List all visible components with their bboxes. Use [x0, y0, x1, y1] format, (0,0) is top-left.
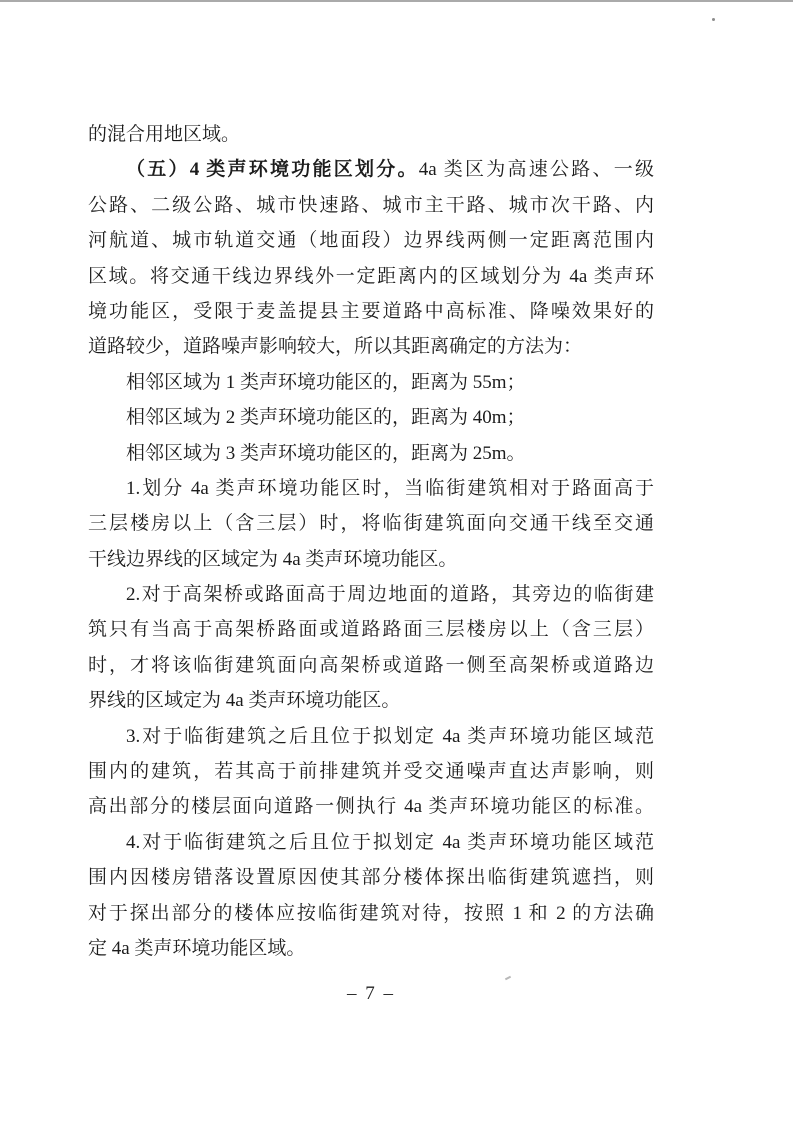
text-line: 围内的建筑，若其高于前排建筑并受交通噪声直达声影响，则 [88, 761, 654, 783]
text-line: 高出部分的楼层面向道路一侧执行 4a 类声环境功能区的标准。 [88, 796, 654, 818]
text-line: 境功能区，受限于麦盖提县主要道路中高标准、降噪效果好的 [88, 300, 654, 322]
text-line: 4.对于临街建筑之后且位于拟划定 4a 类声环境功能区域范 [126, 831, 654, 853]
text-line: 1.划分 4a 类声环境功能区时，当临街建筑相对于路面高于 [126, 477, 654, 499]
text-line: 三层楼房以上（含三层）时，将临街建筑面向交通干线至交通 [88, 513, 654, 535]
scan-speck [712, 18, 715, 21]
scan-speck [505, 976, 511, 981]
text-line: 筑只有当高于高架桥路面或道路路面三层楼房以上（含三层） [88, 619, 654, 641]
text-line: 河航道、城市轨道交通（地面段）边界线两侧一定距离范围内 [88, 230, 654, 252]
text-line: 公路、二级公路、城市快速路、城市主干路、城市次干路、内 [88, 194, 654, 216]
document-lines [88, 117, 654, 966]
scan-edge-artifact [0, 0, 793, 2]
text-line: 道路较少，道路噪声影响较大，所以其距离确定的方法为： [88, 336, 583, 358]
text-line: 区域。将交通干线边界线外一定距离内的区域划分为 4a 类声环 [88, 265, 654, 287]
text-line: 3.对于临街建筑之后且位于拟划定 4a 类声环境功能区域范 [126, 725, 654, 747]
text-line: 干线边界线的区域定为 4a 类声环境功能区。 [88, 548, 458, 570]
text-line: 界线的区域定为 4a 类声环境功能区。 [88, 690, 401, 712]
text-line: 的混合用地区域。 [88, 124, 241, 145]
page-number: – 7 – [347, 983, 395, 1004]
text-line: 2.对于高架桥或路面高于周边地面的道路，其旁边的临街建 [126, 584, 654, 606]
text-line: 围内因楼房错落设置原因使其部分楼体探出临街建筑遮挡，则 [88, 867, 654, 889]
text-line: 时，才将该临街建筑面向高架桥或道路一侧至高架桥或道路边 [88, 654, 654, 676]
text-line: 定 4a 类声环境功能区域。 [88, 937, 306, 959]
text-line: 对于探出部分的楼体应按临街建筑对待，按照 1 和 2 的方法确 [88, 902, 654, 924]
text-line: 相邻区域为 2 类声环境功能区的，距离为 40m； [126, 407, 526, 429]
heading-bold-text: （五）4 类声环境功能区划分。 [126, 159, 419, 181]
text-line: 相邻区域为 1 类声环境功能区的，距离为 55m； [126, 371, 526, 393]
text-line: 相邻区域为 3 类声环境功能区的，距离为 25m。 [126, 442, 526, 464]
text-line: （五）4 类声环境功能区划分。4a 类区为高速公路、一级 [126, 159, 654, 181]
